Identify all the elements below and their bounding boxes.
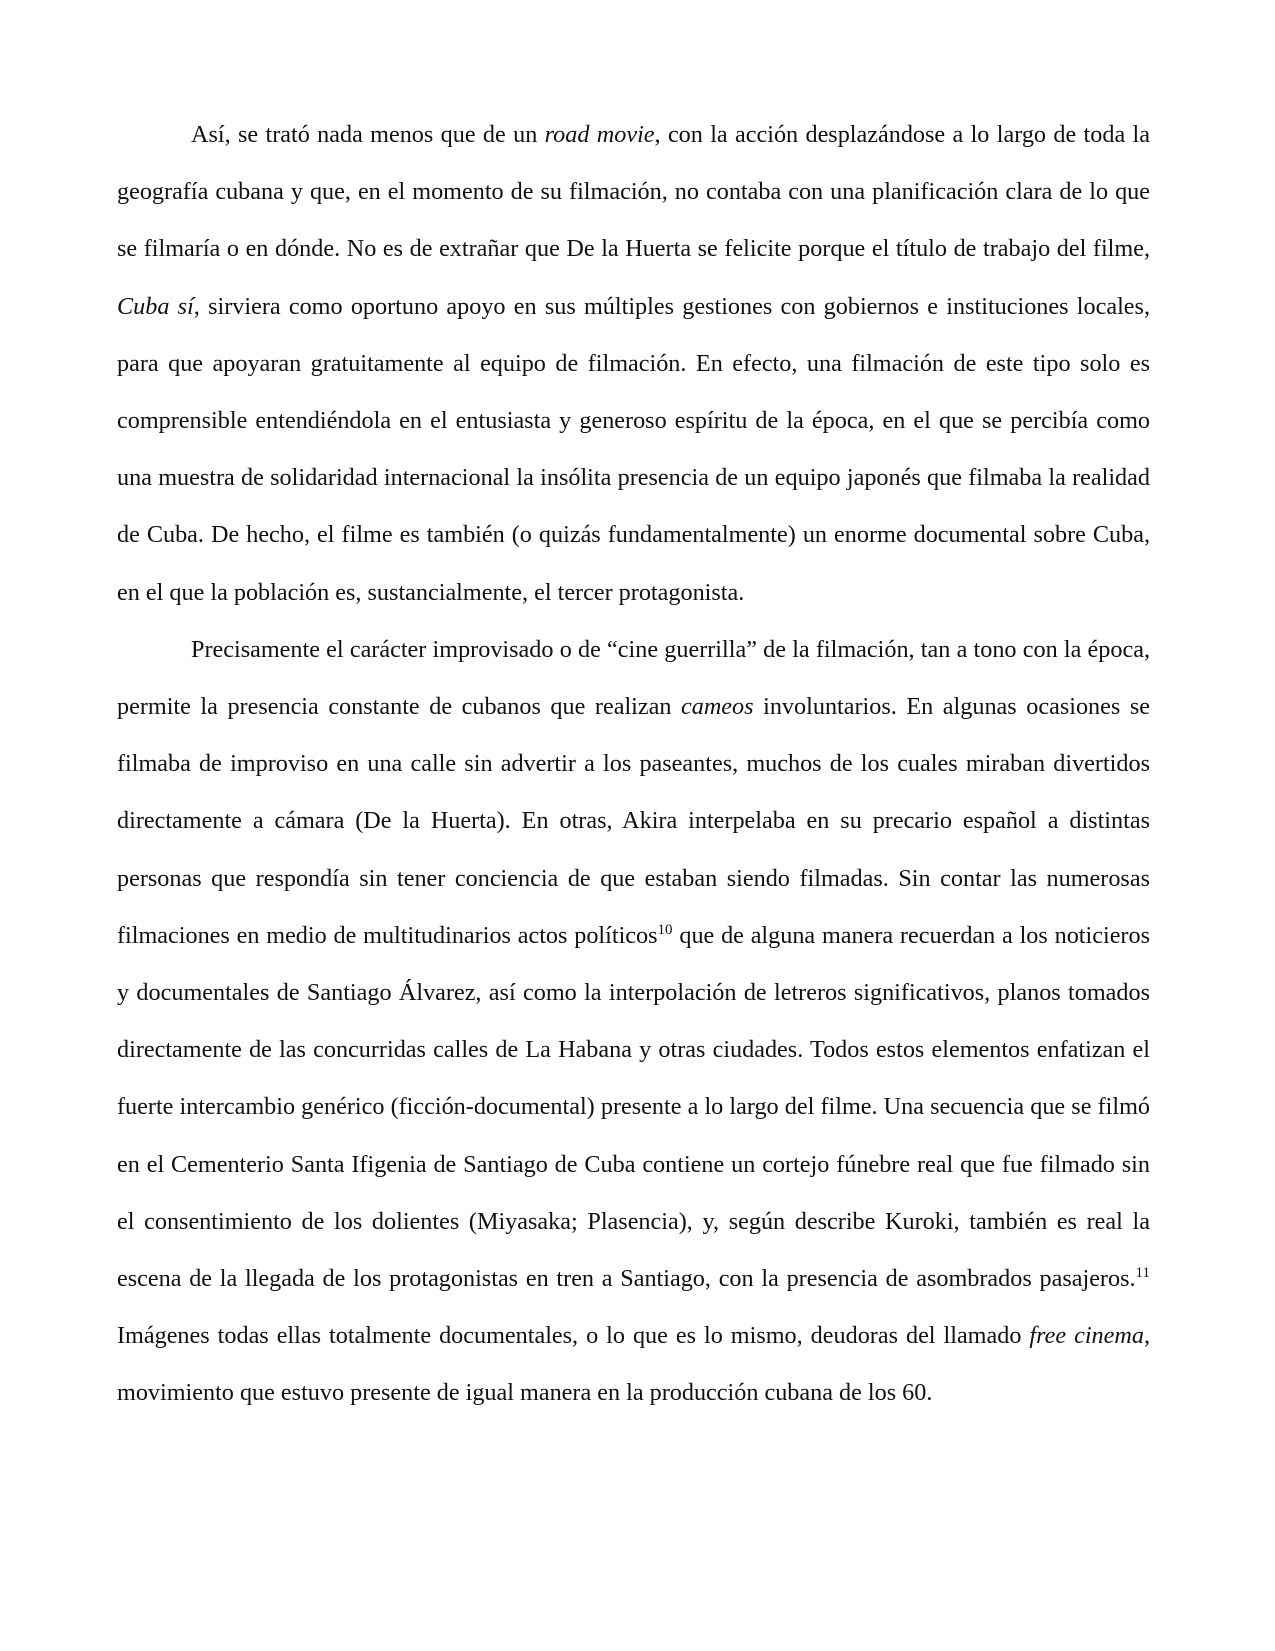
text-run: Así, se trató nada menos que de un xyxy=(191,121,545,148)
text-run: involuntarios. En algunas ocasiones se filmaba de improviso en una calle sin advertir a los paseantes, muchos de los cuales miraban divertidos directamente a cámara (De la Huerta). En otras, Akira interpelaba en su precario español a distintas personas que respondía sin tener conciencia de que estaban siendo filmadas. Sin contar las numerosas filmaciones en medio de multitudinarios actos políticos xyxy=(117,693,1150,949)
text-run: que de alguna manera recuerdan a los noticieros y documentales de Santiago Álvarez, así como la interpolación de letreros significativos, planos tomados directamente de las concurridas calles de La Habana y otras ciudades. Todos estos elementos enfatizan el fuerte intercambio genérico (ficción-documental) presente a lo largo del filme. Una secuencia que se filmó en el Cementerio Santa Ifigenia de Santiago de Cuba contiene un cortejo fúnebre real que fue filmado sin el consentimiento de los dolientes (Miyasaka; Plasencia), y, según describe Kuroki, también es real la escena de la llegada de los protagonistas en tren a Santiago, con la presencia de asombrados pasajeros. xyxy=(117,921,1150,1293)
text-run: , con la acción desplazándose a lo largo de toda la geografía cubana y que, en el momento de su filmación, no contaba con una planificación clara de lo que se filmaría o en dónde. No es de extrañar que De la Huerta se felicite porque el título de trabajo del filme, xyxy=(117,121,1150,263)
document-page xyxy=(117,106,1150,1422)
text-run: Imágenes todas ellas totalmente documentales, o lo que es lo mismo, deudoras del llamado xyxy=(117,1322,1030,1350)
italic-term-cameos: cameos xyxy=(681,693,754,721)
text-run: , movimiento que estuvo presente de igual manera en la producción cubana de los 60. xyxy=(117,1322,1150,1407)
italic-title-cuba-si: Cuba sí xyxy=(117,292,194,320)
text-run: , sirviera como oportuno apoyo en sus múltiples gestiones con gobiernos e instituciones locales, para que apoyaran gratuitamente al equipo de filmación. En efecto, una filmación de este tipo solo es comprensible entendiéndola en el entusiasta y generoso espíritu de la época, en el que se percibía como una muestra de solidaridad internacional la insólita presencia de un equipo japonés que filmaba la realidad de Cuba. De hecho, el filme es también (o quizás fundamentalmente) un enorme documental sobre Cuba, en el que la población es, sustancialmente, el tercer protagonista. xyxy=(117,292,1150,606)
paragraph-1 xyxy=(117,106,1150,621)
italic-term-free-cinema: free cinema xyxy=(1029,1322,1144,1350)
footnote-marker-11: 11 xyxy=(1135,1265,1150,1282)
text-run: Precisamente el carácter improvisado o de “cine guerrilla” de la filmación, tan a tono con la época, permite la presencia constante de cubanos que realizan xyxy=(117,635,1150,721)
italic-term-road-movie: road movie xyxy=(544,121,655,148)
footnote-marker-10: 10 xyxy=(657,921,673,938)
paragraph-2 xyxy=(117,621,1150,1422)
